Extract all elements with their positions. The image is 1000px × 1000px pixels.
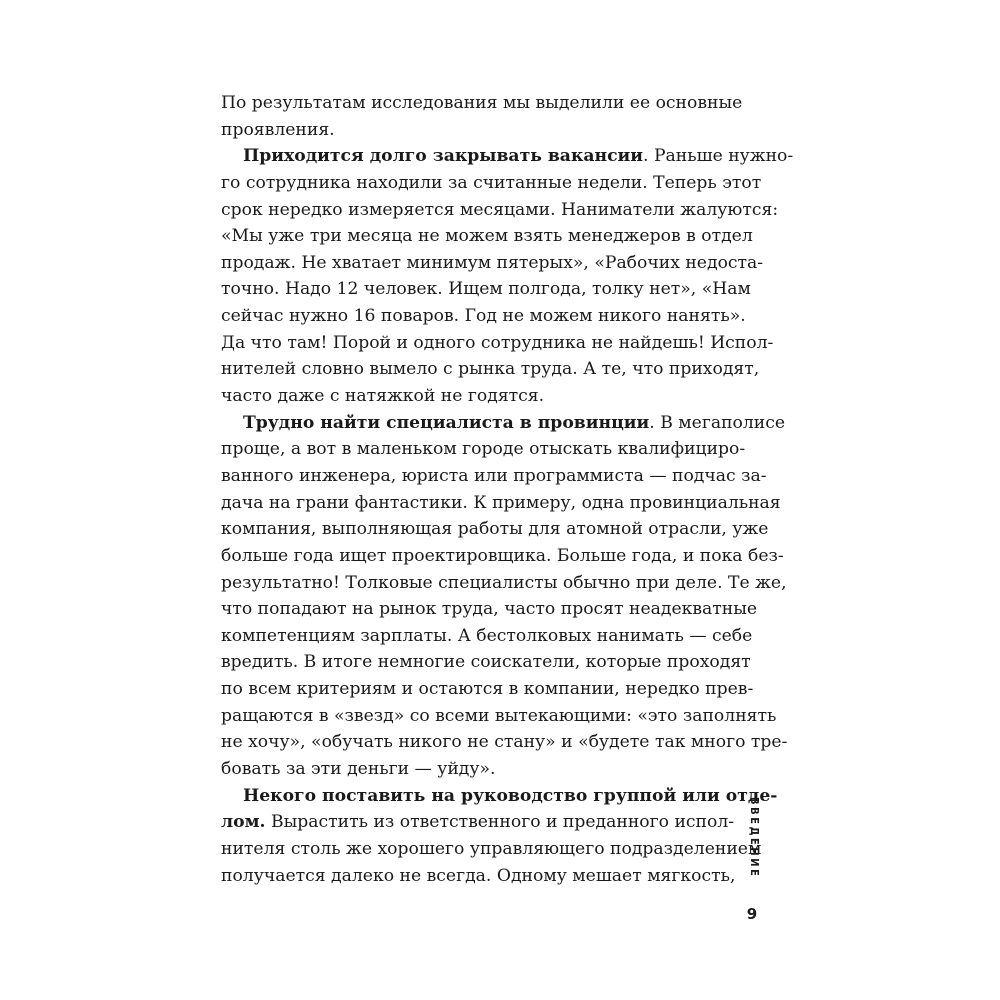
text-line: сейчас нужно 16 поваров. Год не можем никого нанять». — [221, 306, 746, 327]
text-line: компетенциям зарплаты. А бестолковых нанимать — себе — [221, 625, 753, 646]
text-line: го сотрудника находили за считанные недели. Теперь этот — [221, 172, 762, 193]
paragraph-heading-line: Трудно найти специалиста в провинции. В мегаполисе — [243, 412, 786, 433]
text-line: срок нередко измеряется месяцами. Наниматели жалуются: — [221, 199, 779, 220]
text-line: больше года ищет проектировщика. Больше года, и пока без- — [221, 545, 784, 566]
text-line: по всем критериям и остаются в компании, нередко прев- — [221, 679, 754, 700]
text-line: ращаются в «звезд» со всеми вытекающими: «это заполнять — [221, 705, 777, 726]
text-line: ванного инженера, юриста или программиста — подчас за- — [221, 465, 767, 486]
bold-lead: Трудно найти специалиста в провинции — [243, 412, 650, 433]
text-line: Да что там! Порой и одного сотрудника не найдешь! Испол- — [221, 332, 774, 353]
text-line: продаж. Не хватает минимум пятерых», «Рабочих недоста- — [221, 252, 764, 273]
text-line: не хочу», «обучать никого не стану» и «будете так много тре- — [221, 732, 788, 753]
paragraph-heading-line: Приходится долго закрывать вакансии. Раньше нужно- — [243, 146, 794, 167]
bold-lead: Некого поставить на руководство группой или отде- — [243, 785, 778, 806]
text-line: По результатам исследования мы выделили ее основные — [221, 93, 743, 113]
text-line: дача на грани фантастики. К примеру, одна провинциальная — [221, 492, 781, 513]
text-line: что попадают на рынок труда, часто просят неадекватные — [221, 599, 758, 620]
text-line: получается далеко не всегда. Одному мешает мягкость, — [221, 865, 736, 886]
text-line: бовать за эти деньги — уйду». — [221, 759, 496, 780]
text-line: нителей словно вымело с рынка труда. А те, что приходят, — [221, 359, 760, 380]
page-number: 9 — [746, 905, 758, 923]
text-line: часто даже с натяжкой не годятся. — [221, 386, 545, 407]
bold-lead: лом. — [221, 812, 266, 833]
paragraph-heading-line — [221, 783, 778, 810]
text-line: компания, выполняющая работы для атомной отрасли, уже — [221, 519, 769, 540]
bold-lead: Приходится долго закрывать вакансии — [243, 146, 644, 167]
text-line: лом. Вырастить из ответственного и преданного испол- — [221, 812, 735, 833]
text-line: проявления. — [221, 119, 335, 140]
text-line: точно. Надо 12 человек. Ищем полгода, толку нет», «Нам — [221, 279, 751, 300]
text-line: нителя столь же хорошего управляющего подразделением — [221, 838, 762, 859]
text-line: вредить. В итоге немногие соискатели, которые проходят — [221, 652, 751, 673]
text-line: «Мы уже три месяца не можем взять менеджеров в отдел — [221, 226, 753, 247]
text-line: проще, а вот в маленьком городе отыскать квалифициро- — [221, 439, 746, 460]
section-label: ВВЕДЕНИЕ — [748, 797, 761, 879]
text-line: результатно! Толковые специалисты обычно при деле. Те же, — [221, 572, 787, 593]
